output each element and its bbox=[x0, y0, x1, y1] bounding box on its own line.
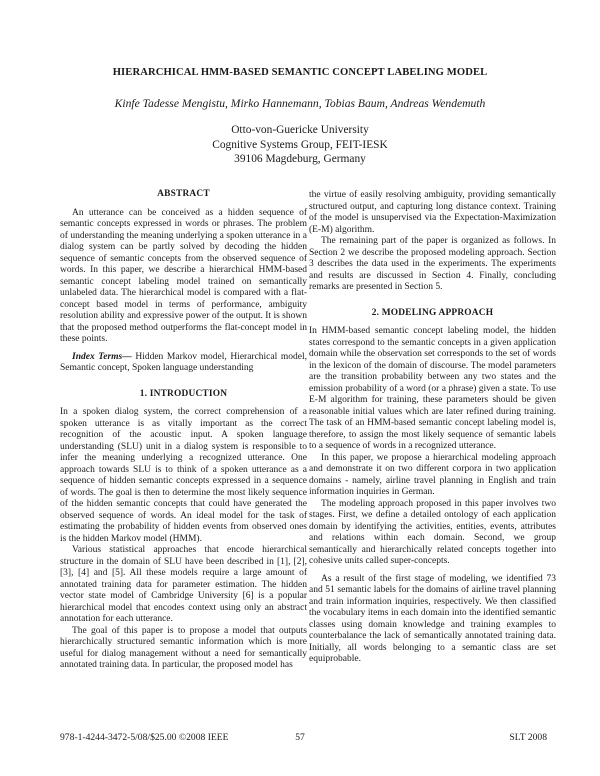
section-1-heading: 1. INTRODUCTION bbox=[139, 388, 228, 399]
page-number: 57 bbox=[295, 732, 305, 743]
section-2-heading: 2. MODELING APPROACH bbox=[371, 307, 494, 318]
footer-isbn: 978-1-4244-3472-5/08/$25.00 ©2008 IEEE bbox=[60, 732, 229, 743]
abstract-heading: ABSTRACT bbox=[157, 189, 210, 199]
left-column bbox=[60, 189, 307, 672]
modeling-paragraph-2: In this paper, we propose a hierarchical modeling approach and demonstrate it on two different corpora in two application domains - namely, airline travel planning in English and train information inquiries in German. bbox=[309, 452, 556, 497]
right-column bbox=[309, 190, 556, 666]
affiliation-group: Cognitive Systems Group, FEIT-IESK bbox=[212, 138, 388, 151]
intro-paragraph-3-continued: the virtue of easily resolving ambiguity, providing semantically structured output, and capturing long distance context. Training of the model is unsupervised via the Expectation-Maximization (E-M) algorithm. bbox=[309, 190, 556, 235]
intro-paragraph-1: In a spoken dialog system, the correct comprehension of a spoken utterance is as vitally important as the correct recognition of the acoustic input. A spoken language understanding (SLU) unit in a dialog system is responsible to infer the meaning underlying a recognized utterance. One approach towards SLU is to think of a spoken utterance as a sequence of hidden semantic concepts expressed in a sequence of words. The goal is then to determine the most likely sequence of the hidden semantic concepts that could have generated the observed sequence of words. An ideal model for the task of estimating the probability of hidden events from observed ones is the hidden Markov model (HMM). bbox=[60, 407, 307, 544]
modeling-paragraph-3: The modeling approach proposed in this paper involves two stages. First, we define a detailed ontology of each application domain by identifying the activities, entities, events, attributes and relations within each domain. Second, we group semantically and hierarchically related concepts together into cohesive units called super-concepts. bbox=[309, 498, 556, 566]
index-terms-text: Hidden Markov model, Hierarchical model, Semantic concept, Spoken language understanding bbox=[60, 351, 307, 373]
affiliation-address: 39106 Magdeburg, Germany bbox=[234, 153, 366, 166]
affiliation-university: Otto-von-Guericke University bbox=[231, 124, 369, 136]
affiliation bbox=[0, 123, 600, 167]
paper-title: HIERARCHICAL HMM-BASED SEMANTIC CONCEPT LABELING MODEL bbox=[112, 67, 488, 78]
paper-organization-paragraph: The remaining part of the paper is organized as follows. In Section 2 we describe the proposed modeling approach. Section 3 describes the data used in the experiments. The experiments and results are discussed in Section 4. Finally, concluding remarks are presented in Section 5. bbox=[309, 236, 556, 292]
abstract-text: An utterance can be conceived as a hidden sequence of semantic concepts expressed in words or phrases. The problem of understanding the meaning underlying a spoken utterance in a dialog system can be partly solved by decoding the hidden sequence of semantic concepts from the observed sequence of words. In this paper, we describe a hierarchical HMM-based semantic concept labeling model trained on semantically unlabeled data. The hierarchical model is compared with a flat-concept based model in terms of performance, ambiguity resolution ability and expressive power of the output. It is shown that the proposed method outperforms the flat-concept model in these points. bbox=[60, 207, 307, 344]
intro-paragraph-3: The goal of this paper is to propose a model that outputs hierarchically structured semantic information which is more useful for dialog management without a need for semantically annotated training data. In particular, the proposed model has bbox=[60, 625, 307, 670]
intro-paragraph-2: Various statistical approaches that encode hierarchical structure in the domain of SLU have been described in [1], [2], [3], [4] and [5]. All these models require a large amount of annotated training data for parameter estimation. The hidden vector state model of Cambridge University [6] is a popular hierarchical model that encodes context using only an abstract annotation for each utterance. bbox=[60, 545, 307, 624]
modeling-paragraph-4: As a result of the first stage of modeling, we identified 73 and 51 semantic labels for the domains of airline travel planning and train information inquiries, respectively. We then classified the vocabulary items in each domain into the identified semantic classes using domain knowledge and training examples to counterbalance the lack of semantically annotated training data. Initially, all words belonging to a semantic class are set equiprobable. bbox=[309, 573, 556, 664]
index-terms-label: Index Terms— bbox=[72, 351, 132, 362]
index-terms bbox=[60, 352, 307, 375]
modeling-paragraph-1: In HMM-based semantic concept labeling model, the hidden states correspond to the semantic concepts in a given application domain while the observation set corresponds to the set of words in the lexicon of the domain of discourse. The model parameters are the transition probability between any two states and the emission probability of a word (or a phrase) given a state. To use E-M algorithm for training, these parameters should be given reasonable initial values which are later refined during training. The task of an HMM-based semantic concept labeling model is, therefore, to assign the most likely sequence of semantic labels to a sequence of words in a recognized utterance. bbox=[309, 326, 556, 451]
author-list: Kinfe Tadesse Mengistu, Mirko Hannemann, Tobias Baum, Andreas Wendemuth bbox=[114, 97, 486, 110]
footer-conference: SLT 2008 bbox=[509, 732, 547, 743]
